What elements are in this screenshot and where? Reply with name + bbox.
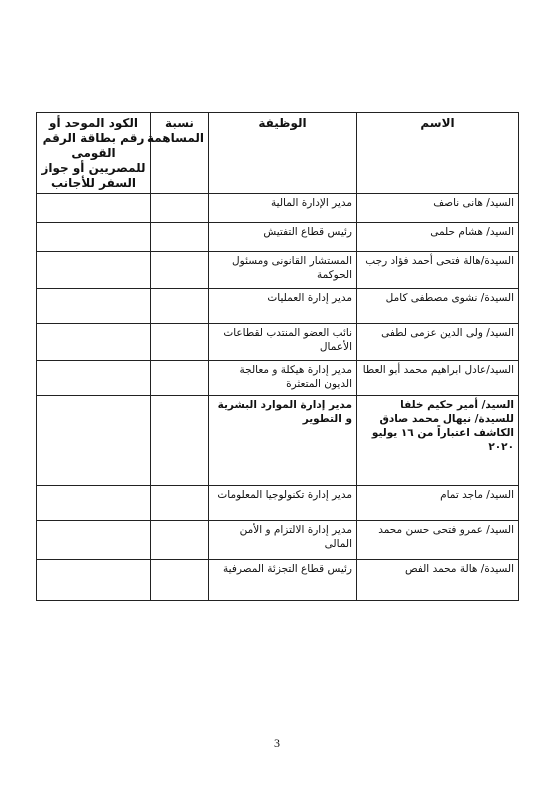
- table-row: [37, 560, 519, 601]
- cell-code: [37, 486, 151, 521]
- cell-job: مدير إدارة هيكلة و معالجة الديون المتعثرة: [209, 361, 357, 396]
- cell-job: نائب العضو المنتدب لقطاعات الأعمال: [209, 324, 357, 361]
- cell-job: رئيس قطاع التفتيش: [209, 223, 357, 252]
- cell-code: [37, 396, 151, 486]
- cell-code: [37, 252, 151, 289]
- table-row: [37, 396, 519, 486]
- table-row: [37, 252, 519, 289]
- cell-name: السيد/ عمرو فتحى حسن محمد: [357, 521, 519, 560]
- cell-percentage: [151, 486, 209, 521]
- table-row: [37, 361, 519, 396]
- cell-code: [37, 289, 151, 324]
- cell-name: السيد/ ماجد تمام: [357, 486, 519, 521]
- cell-job: مدير الإدارة المالية: [209, 194, 357, 223]
- cell-percentage: [151, 560, 209, 601]
- cell-percentage: [151, 194, 209, 223]
- cell-name: السيد/ أمير حكيم خلفا للسيدة/ نيهال محمد صادق الكاشف اعتباراً من ١٦ يوليو ٢٠٢٠: [357, 396, 519, 486]
- header-job: الوظيفة: [209, 113, 357, 194]
- cell-percentage: [151, 361, 209, 396]
- cell-code: [37, 361, 151, 396]
- cell-name: السيدة/ نشوى مصطفى كامل: [357, 289, 519, 324]
- officers-table: [36, 112, 519, 601]
- cell-percentage: [151, 521, 209, 560]
- cell-job: مدير إدارة تكنولوجيا المعلومات: [209, 486, 357, 521]
- cell-code: [37, 521, 151, 560]
- header-code: الكود الموحد أو رقم بطاقة الرقم القومى للمصريين أو جواز السفر للأجانب: [37, 113, 151, 194]
- table-row: [37, 486, 519, 521]
- cell-job: المستشار القانونى ومسئول الحوكمة: [209, 252, 357, 289]
- table-row: [37, 324, 519, 361]
- cell-percentage: [151, 324, 209, 361]
- cell-job: مدير إدارة الالتزام و الأمن المالى: [209, 521, 357, 560]
- table-row: [37, 194, 519, 223]
- cell-code: [37, 560, 151, 601]
- cell-name: السيد/ ولى الدين عزمى لطفى: [357, 324, 519, 361]
- cell-job: رئيس قطاع التجزئة المصرفية: [209, 560, 357, 601]
- table-row: [37, 223, 519, 252]
- cell-percentage: [151, 223, 209, 252]
- cell-name: السيد/ هانى ناصف: [357, 194, 519, 223]
- cell-percentage: [151, 252, 209, 289]
- page-number: 3: [274, 736, 280, 750]
- table-row: [37, 289, 519, 324]
- cell-code: [37, 223, 151, 252]
- cell-name: السيد/ هشام حلمى: [357, 223, 519, 252]
- cell-job: مدير إدارة العمليات: [209, 289, 357, 324]
- header-name: الاسم: [357, 113, 519, 194]
- cell-percentage: [151, 289, 209, 324]
- header-percentage: نسبة المساهمة: [151, 113, 209, 194]
- cell-name: السيدة/ هالة محمد الفص: [357, 560, 519, 601]
- table-row: [37, 521, 519, 560]
- cell-code: [37, 324, 151, 361]
- cell-job: مدير إدارة الموارد البشرية و التطوير: [209, 396, 357, 486]
- cell-code: [37, 194, 151, 223]
- cell-name: السيد/عادل ابراهيم محمد أبو العطا: [357, 361, 519, 396]
- cell-percentage: [151, 396, 209, 486]
- cell-name: السيدة/هالة فتحى أحمد فؤاد رجب: [357, 252, 519, 289]
- table-header-row: [37, 113, 519, 194]
